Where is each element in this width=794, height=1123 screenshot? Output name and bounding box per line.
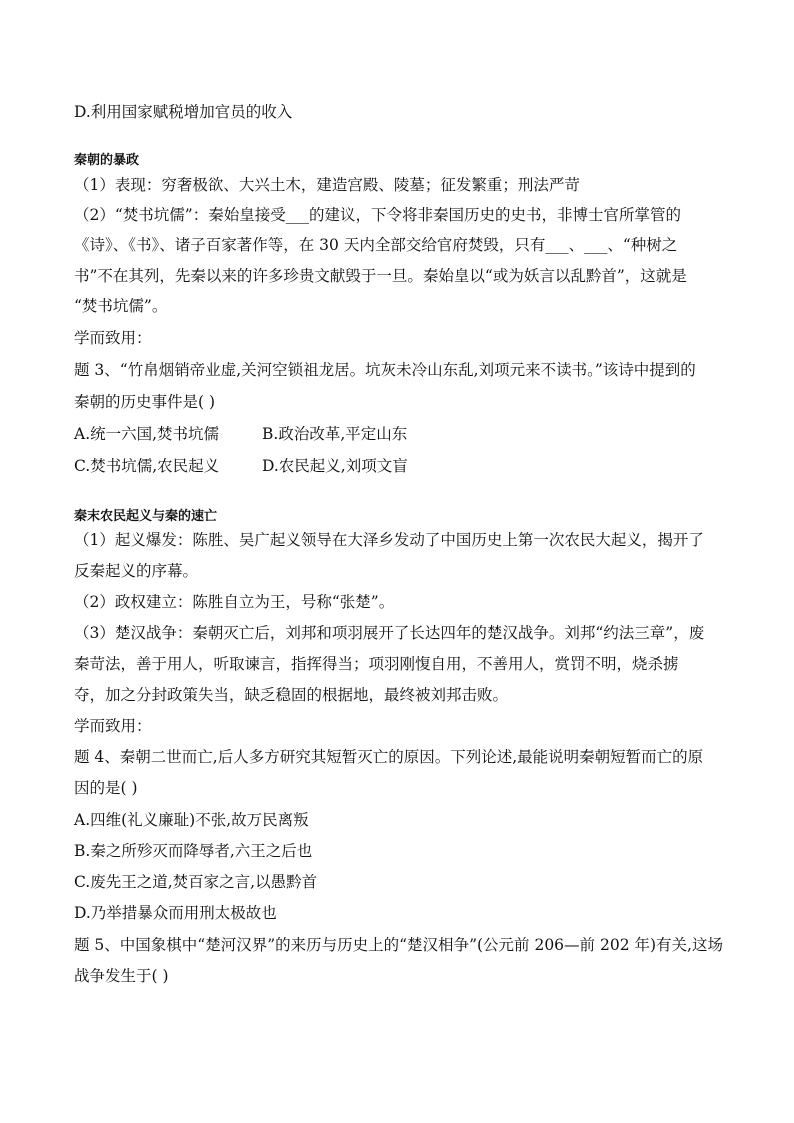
question-3-options-row xyxy=(74,424,724,444)
option-a: A.统一六国,焚书坑儒 xyxy=(74,425,220,443)
option-a: A.四维(礼义廉耻)不张,故万民离叛 xyxy=(74,811,309,829)
question-5-line: 题 5、中国象棋中“楚河汉界”的来历与历史上的“楚汉相争”(公元前 206—前 202 年)有关,这场 xyxy=(74,936,723,954)
question-4-line: 因的是( ) xyxy=(74,779,138,797)
question-5-line: 战争发生于( ) xyxy=(74,967,169,985)
option-b: B.秦之所殄灭而降辱者,六王之后也 xyxy=(74,842,313,860)
paragraph-line: 《诗》、《书》、诸子百家著作等，在 30 天内全部交给官府焚毁，只有___、___、“种树之 xyxy=(74,236,678,254)
paragraph-line: （2）“焚书坑儒”：秦始皇接受___的建议，下令将非秦国历史的史书，非博士官所掌管的 xyxy=(74,206,681,224)
option-d: D.乃举措暴众而用刑太极故也 xyxy=(74,904,277,922)
paragraph-line: （1）表现：穷奢极欲、大兴土木，建造宫殿、陵墓；征发繁重；刑法严苛 xyxy=(74,176,580,194)
paragraph-line: （3）楚汉战争：秦朝灭亡后，刘邦和项羽展开了长达四年的楚汉战争。刘邦“约法三章”，废 xyxy=(74,624,705,642)
paragraph-line: 书”不在其列，先秦以来的许多珍贵文献毁于一旦。秦始皇以“或为妖言以乱黔首”，这就是 xyxy=(74,267,687,285)
option-b: B.政治改革,平定山东 xyxy=(262,425,408,443)
question-option-d: D.利用国家赋税增加官员的收入 xyxy=(74,103,293,121)
paragraph-line: “焚书坑儒”。 xyxy=(74,297,168,315)
paragraph-line: 夺，加之分封政策失当，缺乏稳固的根据地，最终被刘邦击败。 xyxy=(74,686,509,704)
question-4-line: 题 4、秦朝二世而亡,后人多方研究其短暂灭亡的原因。下列论述,最能说明秦朝短暂而亡的原 xyxy=(74,748,704,766)
option-c: C.焚书坑儒,农民起义 xyxy=(74,457,220,475)
question-3-options-row xyxy=(74,456,724,476)
question-3-line: 题 3、“竹帛烟销帝业虚,关河空锁祖龙居。坑灰未冷山东乱,刘项元来不读书。”该诗中提到的 xyxy=(74,361,696,379)
paragraph-line: （2）政权建立：陈胜自立为王，号称“张楚”。 xyxy=(74,593,395,611)
practice-label: 学而致用： xyxy=(74,717,152,735)
option-c: C.废先王之道,焚百家之言,以愚黔首 xyxy=(74,873,318,891)
option-d: D.农民起义,刘项文盲 xyxy=(262,457,408,475)
paragraph-line: 反秦起义的序幕。 xyxy=(74,562,199,580)
section-heading-peasant-uprising: 秦末农民起义与秦的速亡 xyxy=(74,509,218,524)
paragraph-line: （1）起义爆发：陈胜、吴广起义领导在大泽乡发动了中国历史上第一次农民大起义，揭开了 xyxy=(74,531,704,549)
question-3-line: 秦朝的历史事件是( ) xyxy=(74,393,216,411)
practice-label: 学而致用： xyxy=(74,329,152,347)
section-heading-qin-tyranny: 秦朝的暴政 xyxy=(74,153,140,168)
paragraph-line: 秦苛法，善于用人，听取谏言，指挥得当；项羽刚愎自用，不善用人，赏罚不明，烧杀掳 xyxy=(74,655,679,673)
